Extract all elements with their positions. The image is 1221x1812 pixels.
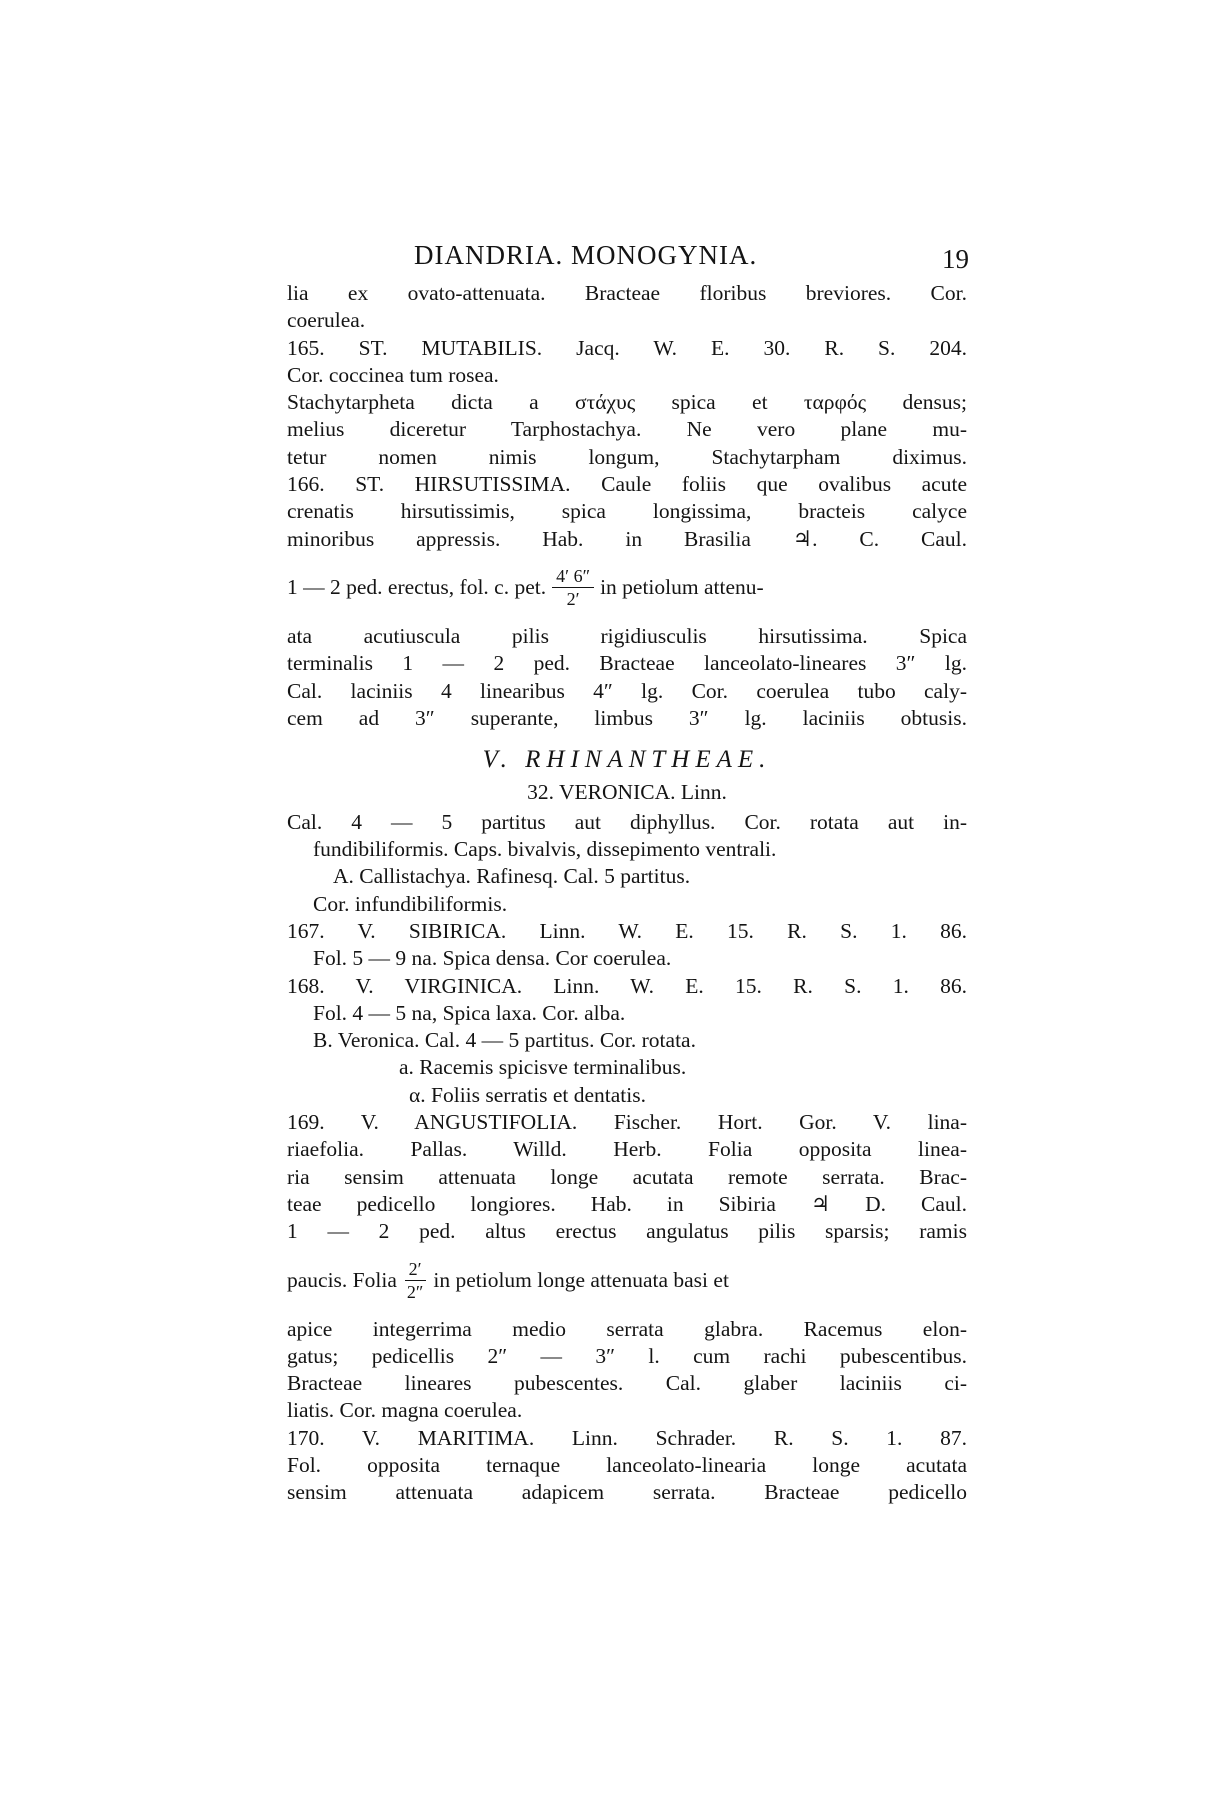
text-line: fundibiliformis. Caps. bivalvis, dissepimento ventrali.	[313, 837, 777, 862]
subgenus-line: A. Callistachya. Rafinesq. Cal. 5 partitus.	[333, 864, 691, 889]
text-line: apice integerrima medio serrata glabra. Racemus elon-	[287, 1316, 967, 1341]
text-line: melius diceretur Tarphostachya. Ne vero plane mu-	[287, 417, 967, 442]
text-line: lia ex ovato-attenuata. Bracteae floribus breviores. Cor.	[287, 281, 967, 305]
text-line: crenatis hirsutissimis, spica longissima, bracteis calyce	[287, 499, 967, 524]
text-line: cem ad 3″ superante, limbus 3″ lg. laciniis obtusis.	[287, 705, 967, 730]
fraction-denominator: 2′	[566, 589, 580, 610]
text-line: Stachytarpheta dicta a στάχυς spica et ταρφός densus;	[287, 390, 967, 415]
species-entry-170: 170. V. MARITIMA. Linn. Schrader. R. S. 1. 87.	[287, 1425, 967, 1450]
text-line: sensim attenuata adapicem serrata. Bracteae pedicello	[287, 1480, 967, 1505]
text-line: Cor. coccinea tum rosea.	[287, 362, 499, 387]
text-line: Fol. 4 — 5 na, Spica laxa. Cor. alba.	[313, 1000, 626, 1025]
species-entry-166: 166. ST. HIRSUTISSIMA. Caule foliis que ovalibus acute	[287, 472, 967, 497]
text-fragment: paucis. Folia	[287, 1267, 397, 1292]
page-number: 19	[942, 244, 969, 274]
text-line: ata acutiuscula pilis rigidiusculis hirsutissima. Spica	[287, 623, 967, 648]
species-entry-168: 168. V. VIRGINICA. Linn. W. E. 15. R. S. 1. 86.	[287, 973, 967, 998]
text-line: liatis. Cor. magna coerulea.	[287, 1398, 523, 1423]
text-line: Fol. 5 — 9 na. Spica densa. Cor coerulea.	[313, 946, 672, 971]
text-line: minoribus appressis. Hab. in Brasilia ♃. C. Caul.	[287, 526, 967, 551]
text-line: Fol. opposita ternaque lanceolato-linearia longe acutata	[287, 1452, 967, 1477]
subsection-line: α. Foliis serratis et dentatis.	[409, 1082, 646, 1107]
text-line: terminalis 1 — 2 ped. Bracteae lanceolato-lineares 3″ lg.	[287, 651, 967, 676]
section-heading: V. RHINANTHEAE.	[482, 746, 772, 774]
fraction-line	[287, 1246, 967, 1316]
page-header	[287, 228, 967, 280]
text-fragment: in petiolum longe attenuata basi et	[433, 1267, 729, 1292]
fraction-denominator: 2″	[406, 1282, 424, 1302]
text-line: Cal. 4 — 5 partitus aut diphyllus. Cor. rotata aut in-	[287, 809, 967, 834]
text-line: Cor. infundibiliformis.	[313, 891, 508, 916]
running-head: DIANDRIA. MONOGYNIA.	[414, 240, 758, 270]
text-line: ria sensim attenuata longe acutata remote serrata. Brac-	[287, 1164, 967, 1189]
text-fragment: in petiolum attenu-	[600, 575, 764, 600]
species-entry-169: 169. V. ANGUSTIFOLIA. Fischer. Hort. Gor. V. lina-	[287, 1110, 967, 1135]
text-line: teae pedicello longiores. Hab. in Sibiria ♃ D. Caul.	[287, 1191, 967, 1216]
text-fragment: 1 — 2 ped. erectus, fol. c. pet.	[287, 575, 547, 600]
book-page	[287, 228, 967, 1507]
subsection-line: a. Racemis spicisve terminalibus.	[399, 1055, 687, 1080]
text-line: gatus; pedicellis 2″ — 3″ l. cum rachi pubescentibus.	[287, 1343, 967, 1368]
fraction-numerator: 4′ 6″	[552, 565, 594, 588]
species-entry-167: 167. V. SIBIRICA. Linn. W. E. 15. R. S. 1. 86.	[287, 918, 967, 943]
body-text	[287, 280, 967, 1507]
fraction	[403, 1258, 428, 1303]
text-line: riaefolia. Pallas. Willd. Herb. Folia opposita linea-	[287, 1137, 967, 1162]
genus-heading: 32. VERONICA. Linn.	[527, 780, 727, 805]
text-line: Bracteae lineares pubescentes. Cal. glaber laciniis ci-	[287, 1371, 967, 1396]
species-entry-165: 165. ST. MUTABILIS. Jacq. W. E. 30. R. S. 204.	[287, 335, 967, 360]
text-line: coerulea.	[287, 308, 366, 333]
fraction-line	[287, 553, 967, 623]
text-line: 1 — 2 ped. altus erectus angulatus pilis sparsis; ramis	[287, 1219, 967, 1244]
subgenus-line: B. Veronica. Cal. 4 — 5 partitus. Cor. rotata.	[313, 1028, 696, 1053]
fraction	[552, 565, 594, 610]
fraction-numerator: 2′	[405, 1258, 426, 1281]
text-line: Cal. laciniis 4 linearibus 4″ lg. Cor. coerulea tubo caly-	[287, 678, 967, 703]
text-line: tetur nomen nimis longum, Stachytarpham diximus.	[287, 444, 967, 469]
